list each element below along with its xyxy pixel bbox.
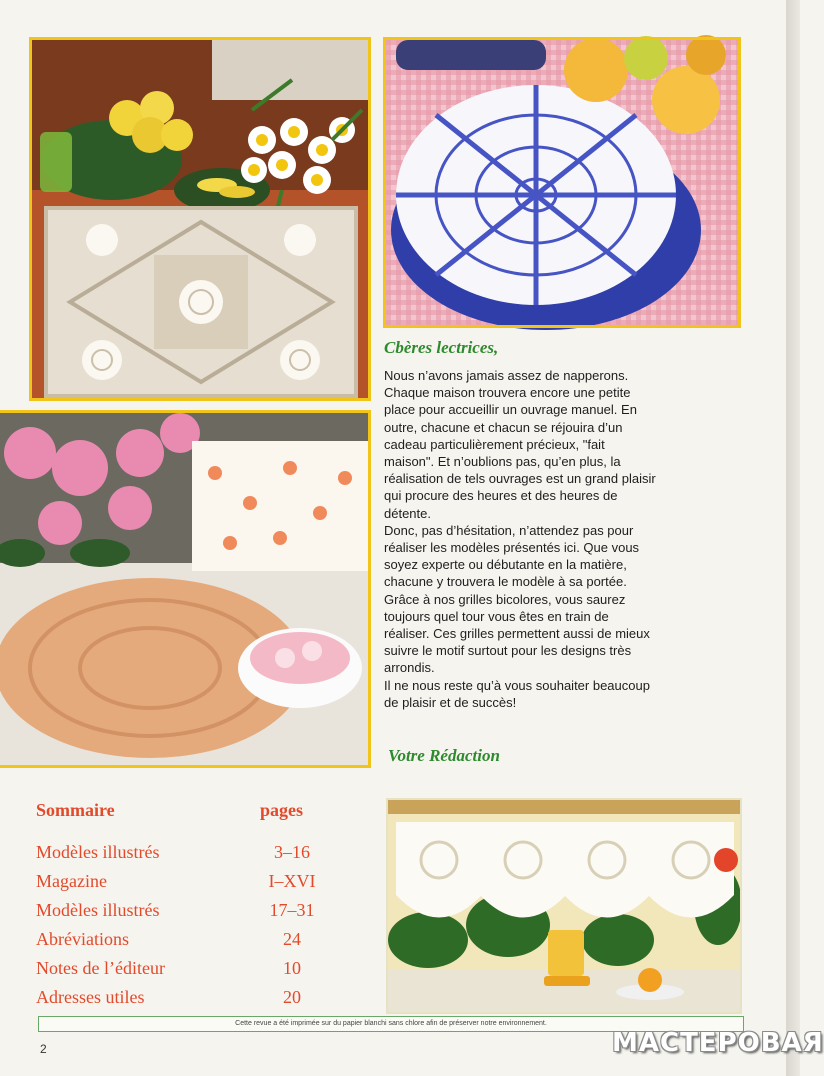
letter-line: maison". Et n’oublions pas, qu’en plus, la (384, 454, 621, 470)
toc-title: Magazine (36, 871, 107, 891)
letter-line: détente. (384, 505, 431, 521)
letter-line: réalisation de tels ouvrages est un grand plaisir (384, 471, 656, 487)
letter-line: chacune y trouvera le modèle à sa portée. (384, 574, 627, 590)
photo-round-doily-blue (386, 40, 738, 325)
letter-line: Grâce à nos grilles bicolores, vous saurez (384, 591, 626, 607)
toc-pages: 20 (283, 987, 301, 1007)
letter-line: réaliser. Ces grilles permettent aussi de mieux (384, 626, 650, 642)
letter-line: suivre le motif surtout pour les designs très (384, 643, 632, 659)
letter-line: arrondis. (384, 660, 435, 676)
letter-line: Donc, pas d’hésitation, n’attendez pas pour (384, 522, 634, 538)
toc-pages: 3–16 (274, 842, 310, 862)
toc-pages: 24 (283, 929, 301, 949)
letter-line: soyez experte ou débutante en la matière, (384, 557, 627, 573)
letter-line: Il ne nous reste qu’à vous souhaiter beaucoup (384, 677, 650, 693)
toc-row (36, 871, 336, 899)
letter-line: qui procure des heures et des heures de (384, 488, 618, 504)
page-number: 2 (40, 1042, 47, 1056)
signature: Votre Rédaction (388, 746, 500, 765)
toc-title: Modèles illustrés (36, 842, 160, 862)
letter-line: cadeau particulièrement précieux, "fait (384, 436, 605, 452)
greeting-heading: Cbères lectrices, (384, 338, 499, 357)
photo-square-doily (32, 40, 368, 398)
toc-pages: 10 (283, 958, 301, 978)
toc-row (36, 958, 336, 986)
letter-line: outre, chacune et chacun se réjouira d’un (384, 419, 623, 435)
letter-line: de plaisir et de succès! (384, 694, 517, 710)
photo-peach-doily (0, 413, 368, 765)
toc-row (36, 900, 336, 928)
toc-row (36, 987, 336, 1015)
photo-lace-curtain (388, 800, 740, 1012)
toc-pages-heading: pages (260, 800, 304, 820)
footer-note: Cette revue a été imprimée sur du papier blanchi sans chlore afin de préserver notre environnement. (38, 1016, 744, 1032)
toc-title: Abréviations (36, 929, 129, 949)
letter-line: Nous n’avons jamais assez de napperons. (384, 368, 629, 383)
toc-row (36, 842, 336, 870)
toc-pages: 17–31 (269, 900, 315, 920)
letter-line: réaliser les modèles présentés ici. Que vous (384, 540, 640, 556)
letter-line: toujours quel tour vous êtes en train de (384, 608, 609, 624)
watermark: МАСТЕРОВАЯ (612, 1028, 824, 1058)
letter-line: Chaque maison trouvera encore une petite (384, 385, 631, 401)
toc-title: Modèles illustrés (36, 900, 160, 920)
toc-heading: Sommaire (36, 800, 115, 820)
editorial-letter (384, 367, 744, 711)
toc-title: Notes de l’éditeur (36, 958, 165, 978)
toc-row (36, 929, 336, 957)
letter-line: place pour accueillir un ouvrage manuel. En (384, 402, 637, 418)
toc-pages: I–XVI (268, 871, 316, 891)
page-edge (786, 0, 800, 1076)
toc-title: Adresses utiles (36, 987, 145, 1007)
